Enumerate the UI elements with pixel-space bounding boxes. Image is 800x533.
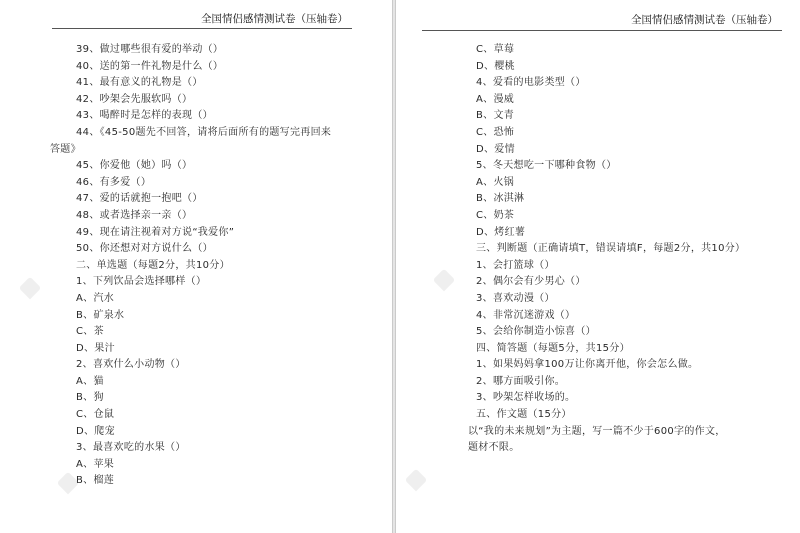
page-title: 全国情侣感情测试卷（压轴卷） (201, 13, 348, 25)
question-line: 题材不限。 (468, 442, 520, 454)
left-page (0, 0, 392, 533)
watermark-heart-icon (408, 472, 424, 493)
question-line: A、苹果 (76, 458, 115, 470)
question-line: 三、判断题（正确请填T，错误请填F，每题2分，共10分） (476, 243, 746, 255)
question-line: 1、如果妈妈拿100万让你离开他，你会怎么做。 (476, 359, 699, 371)
question-line: 44、《45-50题先不回答，请将后面所有的题写完再回来 (76, 126, 332, 138)
question-line: C、仓鼠 (76, 409, 115, 421)
question-line: D、果汁 (76, 342, 115, 354)
question-line: 3、喜欢动漫（） (476, 292, 555, 304)
watermark-heart-icon (22, 280, 38, 301)
watermark-heart-icon (60, 475, 76, 496)
question-line: D、爱情 (476, 143, 515, 155)
question-line: 3、最喜欢吃的水果（） (76, 442, 186, 454)
question-line: B、冰淇淋 (476, 193, 525, 205)
question-line: 2、偶尔会有少男心（） (476, 276, 586, 288)
question-line: C、草莓 (476, 44, 515, 55)
question-line: 45、你爱他（她）吗（） (76, 160, 193, 172)
question-line: 42、吵架会先服软吗（） (76, 93, 193, 105)
question-line: 四、简答题（每题5分，共15分） (476, 342, 630, 354)
question-line: D、爬宠 (76, 425, 115, 437)
question-line: 2、喜欢什么小动物（） (76, 359, 186, 371)
question-line: 48、或者选择亲一亲（） (76, 209, 193, 221)
question-line: B、狗 (76, 392, 104, 404)
question-line: 49、现在请注视着对方说“我爱你” (76, 226, 235, 238)
question-line: 答题》 (50, 143, 81, 155)
question-line: 以“我的未来规划”为主题，写一篇不少于600字的作文， (468, 425, 726, 437)
question-line: 1、会打篮球（） (476, 259, 555, 271)
question-line: A、火锅 (476, 176, 515, 188)
question-line: C、恐怖 (476, 126, 515, 138)
question-line: 39、做过哪些很有爱的举动（） (76, 44, 224, 55)
question-line: B、文青 (476, 110, 515, 122)
question-list (468, 42, 766, 457)
question-line: D、烤红薯 (476, 226, 526, 238)
question-line: 2、哪方面吸引你。 (476, 375, 566, 387)
question-line: 1、下列饮品会选择哪样（） (76, 276, 207, 288)
title-underline (422, 30, 782, 31)
question-line: 46、有多爱（） (76, 176, 152, 188)
question-line: 3、吵架怎样收场的。 (476, 392, 576, 404)
question-line: B、榴莲 (76, 475, 115, 487)
question-list (50, 42, 380, 490)
question-line: C、茶 (76, 326, 104, 338)
question-line: 47、爱的话就抱一抱吧（） (76, 193, 203, 205)
question-line: 40、送的第一件礼物是什么（） (76, 60, 224, 72)
question-line: 5、会给你制造小惊喜（） (476, 326, 596, 338)
watermark-heart-icon (436, 272, 452, 293)
question-line: 4、非常沉迷游戏（） (476, 309, 576, 321)
question-line: 4、爱看的电影类型（） (476, 77, 586, 89)
question-line: 43、喝醉时是怎样的表现（） (76, 110, 213, 122)
question-line: 二、单选题（每题2分，共10分） (76, 259, 230, 271)
question-line: A、猫 (76, 375, 104, 387)
question-line: A、漫威 (476, 93, 515, 105)
question-line: 五、作文题（15分） (476, 409, 572, 421)
title-underline (52, 28, 352, 29)
right-page (396, 0, 800, 533)
question-line: 5、冬天想吃一下哪种食物（） (476, 160, 617, 172)
question-line: 41、最有意义的礼物是（） (76, 77, 203, 89)
question-line: D、樱桃 (476, 60, 515, 72)
question-line: 50、你还想对对方说什么（） (76, 243, 213, 255)
question-line: A、汽水 (76, 292, 115, 304)
question-line: C、奶茶 (476, 209, 515, 221)
page-title: 全国情侣感情测试卷（压轴卷） (631, 14, 778, 26)
question-line: B、矿泉水 (76, 309, 125, 321)
